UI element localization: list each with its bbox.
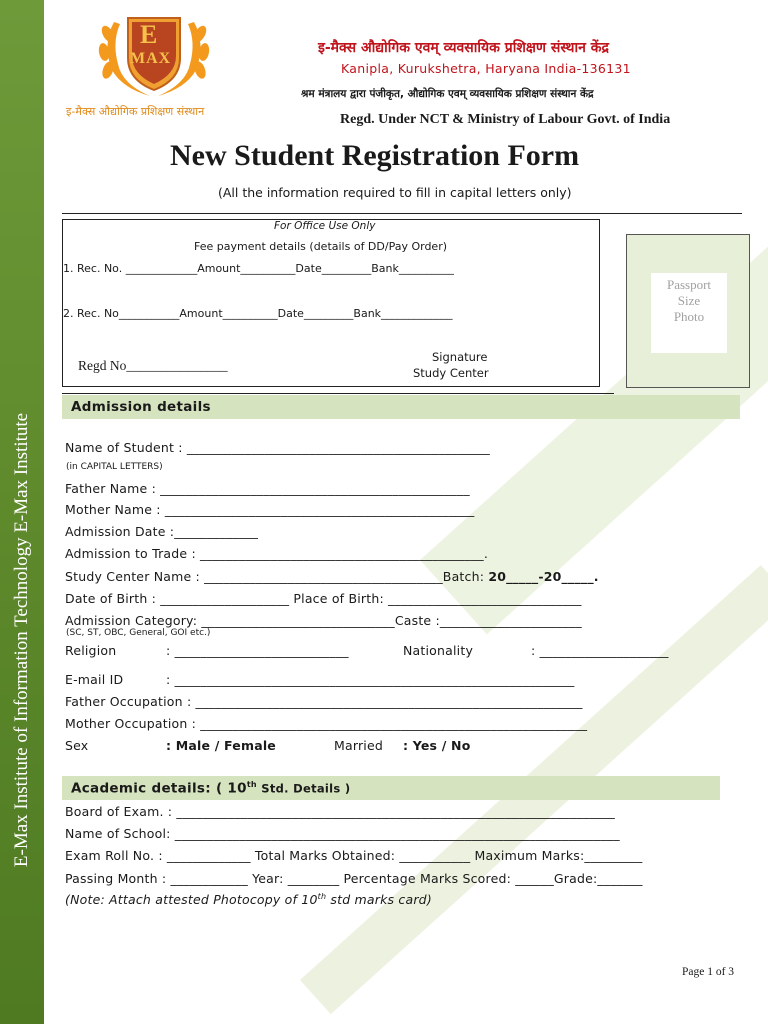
attachment-note (65, 892, 432, 907)
receipt-line-2[interactable]: 2. Rec. No___________Amount__________Date_________Bank_____________ (63, 307, 453, 320)
photo-label-2: Size (677, 293, 701, 308)
logo-badge-text: MAX (130, 50, 172, 67)
academic-title-a: Academic details: ( 10 (71, 780, 247, 797)
exam-marks-field[interactable]: Exam Roll No. : _____________ Total Marks Obtained: ___________ Maximum Marks:_________ (65, 848, 643, 863)
logo-subtitle-hindi: इ-मैक्स औद्योगिक प्रशिक्षण संस्थान (66, 105, 205, 118)
nationality-field[interactable]: : ____________________ (531, 643, 669, 658)
fee-details-label: Fee payment details (details of DD/Pay Order) (194, 240, 448, 253)
header-divider (62, 213, 742, 214)
institute-address: Kanipla, Kurukshetra, Haryana India-136131 (341, 61, 631, 76)
signature-label: Signature (432, 350, 488, 364)
photo-label-1: Passport (666, 277, 712, 292)
form-instruction: (All the information required to fill in capital letters only) (218, 185, 572, 200)
birth-details-field[interactable]: Date of Birth : ____________________ Place of Birth: ______________________________ (65, 591, 582, 606)
batch-value: 20_____-20_____. (488, 569, 599, 584)
student-name-note: (in CAPITAL LETTERS) (66, 462, 163, 472)
hindi-institute-title: इ-मैक्स औद्योगिक एवम् व्यवसायिक प्रशिक्षण संस्थान केंद्र (318, 40, 609, 56)
religion-label: Religion (65, 643, 117, 658)
academic-title-sup: th (246, 780, 257, 789)
passport-photo-box[interactable] (626, 234, 750, 388)
sex-options[interactable]: : Male / Female (166, 738, 276, 753)
religion-field[interactable]: : ___________________________ (166, 643, 349, 658)
sidebar-text: E-Max Institute of Information Technology E-Max Institute (11, 412, 32, 868)
category-note: (SC, ST, OBC, General, GOI etc.) (66, 628, 211, 638)
office-box-divider (62, 393, 614, 394)
category-caste-field[interactable]: Admission Category: ______________________________Caste :______________________ (65, 613, 582, 628)
admission-date-field[interactable]: Admission Date :_____________ (65, 524, 259, 539)
student-name-field[interactable]: Name of Student : _______________________________________________ (65, 440, 490, 455)
form-title: New Student Registration Form (170, 139, 580, 172)
mother-occupation-field[interactable]: Mother Occupation : ____________________________________________________________ (65, 716, 588, 731)
admission-trade-field[interactable]: Admission to Trade : ____________________________________________. (65, 546, 489, 561)
study-center-text: Study Center Name : _____________________________________Batch: (65, 569, 489, 584)
mother-name-field[interactable]: Mother Name : ________________________________________________ (65, 502, 475, 517)
note-text-b: std marks card) (326, 892, 432, 908)
board-of-exam-field[interactable]: Board of Exam. : ____________________________________________________________________ (65, 804, 615, 819)
photo-label-3: Photo (673, 309, 705, 324)
logo-badge-letter: E (140, 20, 158, 49)
study-center-field[interactable] (65, 569, 599, 584)
email-field[interactable]: : ______________________________________________________________ (166, 672, 575, 687)
note-sup: th (317, 892, 327, 901)
email-label: E-mail ID (65, 672, 124, 687)
page-number: Page 1 of 3 (682, 966, 735, 978)
passport-photo-placeholder (651, 273, 727, 353)
note-text-a: (Note: Attach attested Photocopy of 10 (65, 892, 318, 908)
married-options[interactable]: : Yes / No (403, 738, 471, 753)
study-center-label: Study Center (413, 366, 489, 380)
married-label: Married (334, 738, 384, 753)
school-name-field[interactable]: Name of School: _____________________________________________________________________ (65, 826, 620, 841)
nationality-label: Nationality (403, 643, 474, 658)
academic-section-title (71, 780, 350, 797)
office-use-title: For Office Use Only (274, 220, 376, 232)
admission-section-title: Admission details (71, 399, 211, 415)
hindi-registration-line: श्रम मंत्रालय द्वारा पंजीकृत, औद्योगिक एवम् व्यवसायिक प्रशिक्षण संस्थान केंद्र (301, 88, 594, 100)
father-occupation-field[interactable]: Father Occupation : ____________________________________________________________ (65, 694, 583, 709)
receipt-line-1[interactable]: 1. Rec. No. _____________Amount__________Date_________Bank__________ (63, 262, 454, 275)
academic-title-b: Std. Details ) (256, 781, 351, 796)
passing-details-field[interactable]: Passing Month : ____________ Year: ________ Percentage Marks Scored: ______Grade:_______ (65, 871, 643, 886)
registration-line: Regd. Under NCT & Ministry of Labour Govt. of India (340, 112, 671, 127)
regd-no-field[interactable]: Regd No_______________ (78, 358, 228, 373)
sex-label: Sex (65, 738, 89, 753)
father-name-field[interactable]: Father Name : ________________________________________________ (65, 481, 470, 496)
